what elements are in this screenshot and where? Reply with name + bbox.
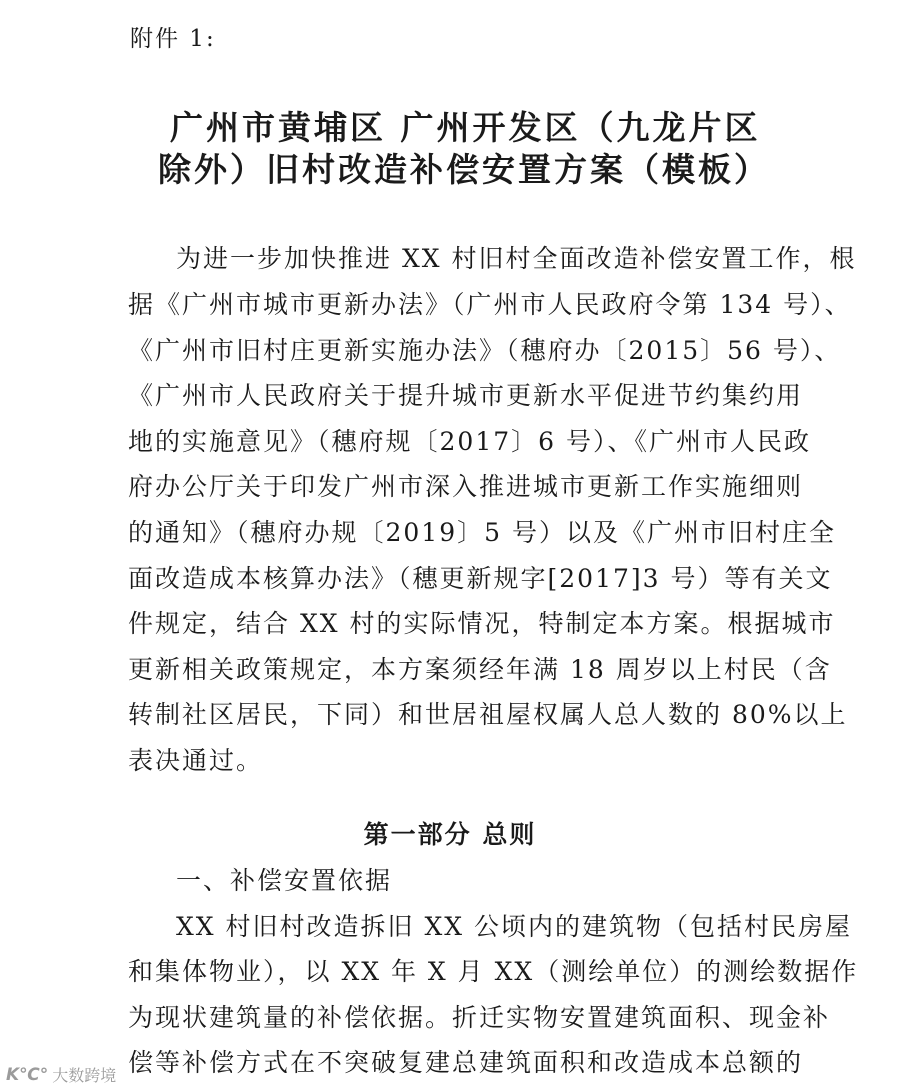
watermark — [6, 1063, 116, 1086]
paragraph-line: 偿等补偿方式在不突破复建总建筑面积和改造成本总额的 — [128, 1048, 804, 1077]
paragraph-line: 面改造成本核算办法》（穗更新规字[2017]3 号）等有关文 — [128, 564, 833, 593]
watermark-text: 大数跨境 — [52, 1066, 117, 1085]
paragraph-line: 转制社区居民，下同）和世居祖屋权属人总人数的 80%以上 — [128, 700, 848, 729]
paragraph-line: 为进一步加快推进 XX 村旧村全面改造补偿安置工作，根 — [176, 244, 857, 273]
watermark-logo: K℃° — [6, 1064, 49, 1085]
paragraph-line: 为现状建筑量的补偿依据。折迁实物安置建筑面积、现金补 — [128, 1003, 831, 1032]
paragraph-line: 府办公厅关于印发广州市深入推进城市更新工作实施细则 — [128, 472, 804, 501]
attachment-label: 附件 1: — [130, 26, 216, 52]
paragraph-line: 《广州市人民政府关于提升城市更新水平促进节约集约用 — [128, 381, 804, 410]
paragraph-line: 更新相关政策规定，本方案须经年满 18 周岁以上村民（含 — [128, 655, 832, 684]
paragraph-line: 的通知》（穗府办规〔2019〕5 号）以及《广州市旧村庄全 — [128, 518, 836, 547]
document-title-line-1: 广州市黄埔区 广州开发区（九龙片区 — [170, 108, 761, 147]
paragraph-line: 《广州市旧村庄更新实施办法》（穗府办〔2015〕56 号）、 — [128, 336, 842, 365]
document-title-line-2: 除外）旧村改造补偿安置方案（模板） — [158, 150, 770, 189]
paragraph-line: 和集体物业），以 XX 年 X 月 XX（测绘单位）的测绘数据作 — [128, 957, 859, 986]
paragraph-line: 件规定，结合 XX 村的实际情况，特制定本方案。根据城市 — [128, 609, 836, 638]
paragraph-line: 地的实施意见》（穗府规〔2017〕6 号）、《广州市人民政 — [128, 427, 811, 456]
paragraph-line: 表决通过。 — [128, 746, 264, 775]
section-heading: 第一部分 总则 — [363, 820, 537, 849]
subheading: 一、补偿安置依据 — [176, 866, 393, 895]
paragraph-line: 据《广州市城市更新办法》（广州市人民政府令第 134 号）、 — [128, 290, 852, 319]
paragraph-line: XX 村旧村改造拆旧 XX 公顷内的建筑物（包括村民房屋 — [176, 912, 853, 941]
